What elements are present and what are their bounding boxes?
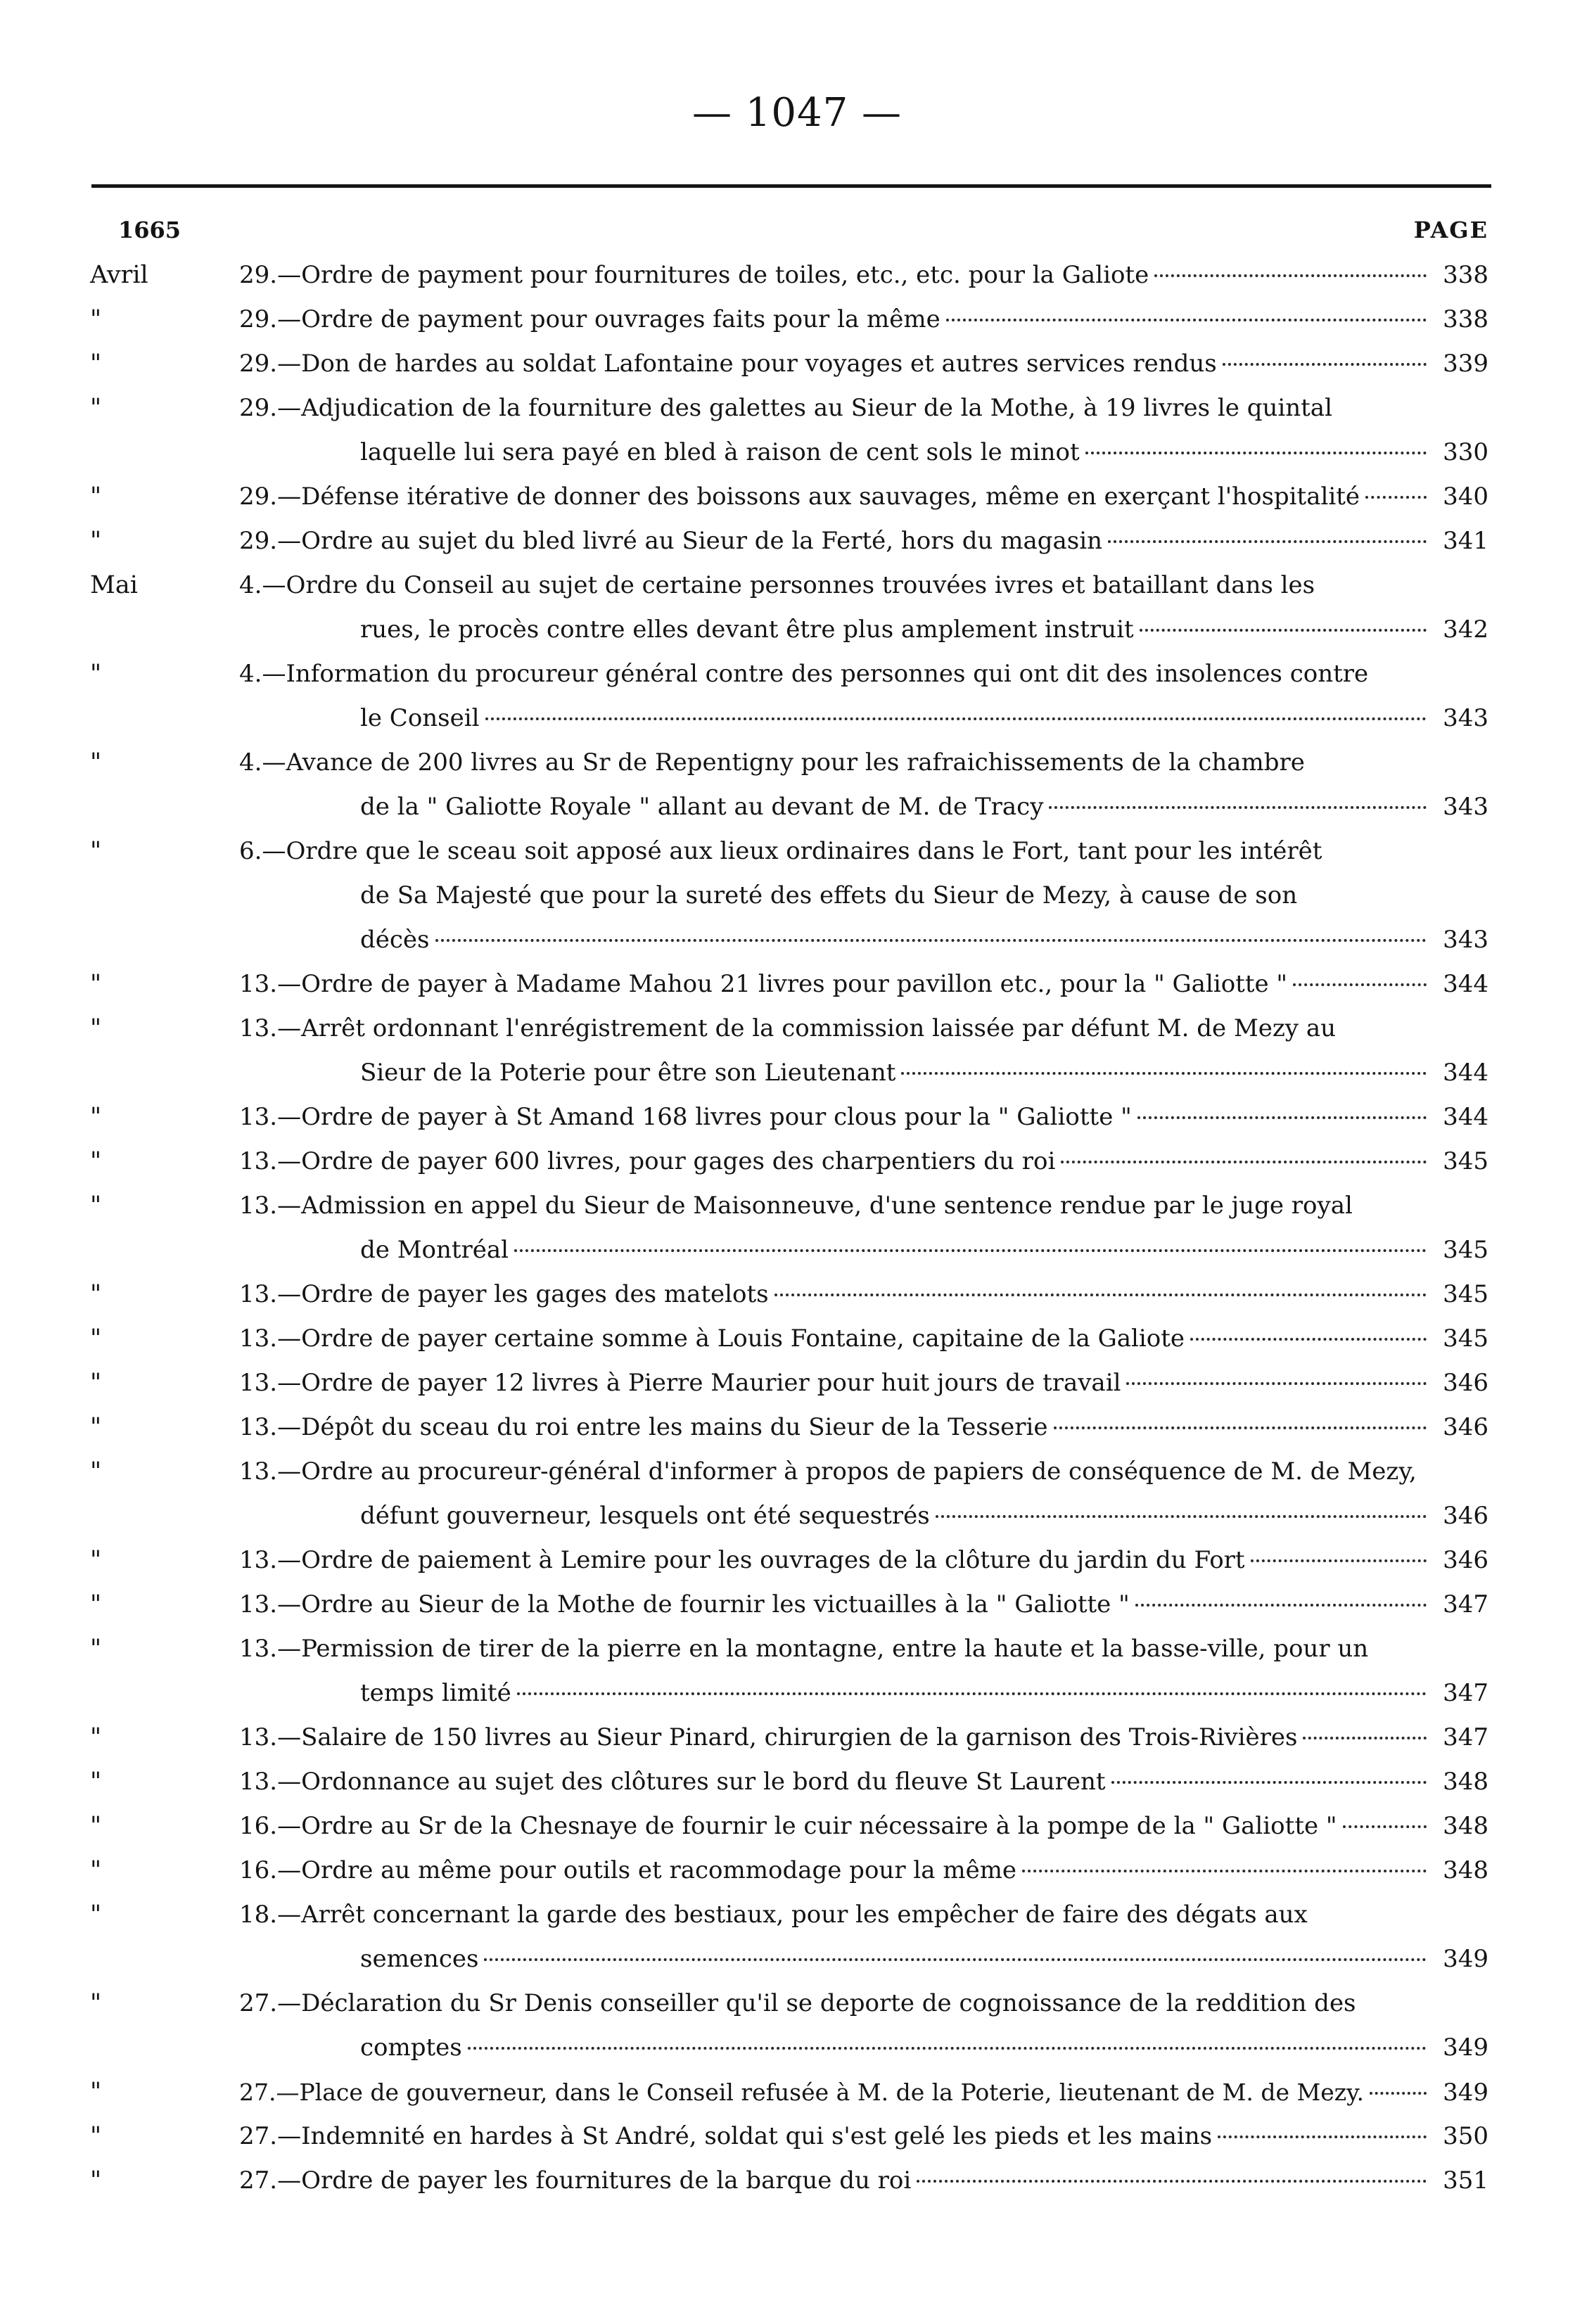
entry-text: comptes — [360, 2034, 462, 2062]
dot-leader — [1054, 1426, 1427, 1429]
entry-page-number: 349 — [1443, 2079, 1488, 2107]
dot-leader — [514, 1249, 1427, 1252]
entry-text: 13.—Salaire de 150 livres au Sieur Pinard, chirurgien de la garnison des Trois-Rivières — [239, 1723, 1298, 1751]
dot-leader — [1137, 1116, 1427, 1119]
entry-month: Avril — [90, 261, 148, 289]
list-item — [0, 1095, 1594, 1139]
entry-line — [239, 475, 1488, 519]
entry-month: " — [90, 1280, 102, 1308]
list-item — [0, 519, 1594, 563]
entry-month: " — [90, 527, 102, 555]
entry-line — [239, 962, 1488, 1007]
list-item — [0, 563, 1594, 652]
list-item — [0, 829, 1594, 962]
entry-month: " — [90, 1457, 102, 1486]
dot-leader — [774, 1294, 1427, 1296]
entry-text: 13.—Ordre au Sieur de la Mothe de fournir les victuailles à la " Galiotte " — [239, 1590, 1130, 1618]
entry-text: 13.—Ordre de payer 600 livres, pour gages des charpentiers du roi — [239, 1147, 1056, 1175]
entry-continuation-line — [360, 696, 1488, 741]
entries-list — [0, 253, 1594, 2203]
entry-line — [239, 1627, 1488, 1671]
list-item — [0, 1627, 1594, 1716]
entry-page-number: 349 — [1443, 1945, 1488, 1973]
list-item — [0, 342, 1594, 386]
dot-leader — [1293, 983, 1427, 986]
entry-text: 13.—Permission de tirer de la pierre en la montagne, entre la haute et la basse-ville, pour un — [239, 1635, 1369, 1663]
entry-text: 13.—Ordre de payer 12 livres à Pierre Maurier pour huit jours de travail — [239, 1369, 1121, 1397]
list-item — [0, 2070, 1594, 2114]
dot-leader — [946, 319, 1427, 321]
entry-text: 13.—Ordre au procureur-général d'informer à propos de papiers de conséquence de M. de Mezy, — [239, 1457, 1417, 1486]
entry-month: " — [90, 2078, 102, 2106]
entry-line — [239, 1893, 1488, 1937]
entry-text: de Montréal — [360, 1236, 509, 1264]
entry-text: de Sa Majesté que pour la sureté des effets du Sieur de Mezy, à cause de son — [360, 881, 1298, 909]
entry-text: 18.—Arrêt concernant la garde des bestiaux, pour les empêcher de faire des dégats aux — [239, 1901, 1308, 1929]
entry-text: de la " Galiotte Royale " allant au devant de M. de Tracy — [360, 793, 1044, 821]
entry-page-number: 346 — [1443, 1369, 1488, 1397]
entry-continuation-line — [360, 1937, 1488, 1981]
list-item — [0, 1405, 1594, 1450]
list-item — [0, 1272, 1594, 1317]
entry-line — [239, 1405, 1488, 1450]
dot-leader — [468, 2047, 1427, 2050]
entry-page-number: 345 — [1443, 1324, 1488, 1353]
entry-continuation-line — [360, 785, 1488, 829]
entry-line — [239, 1849, 1488, 1893]
entry-text: défunt gouverneur, lesquels ont été sequestrés — [360, 1502, 930, 1530]
dot-leader — [1126, 1382, 1427, 1385]
entry-month: " — [90, 394, 102, 422]
entry-line — [239, 1583, 1488, 1627]
entry-text: 13.—Ordre de payer à Madame Mahou 21 livres pour pavillon etc., pour la " Galiotte " — [239, 970, 1288, 998]
year-heading: 1665 — [118, 217, 181, 243]
entry-line — [239, 1538, 1488, 1583]
entry-line — [239, 829, 1488, 874]
entry-page-number: 344 — [1443, 1059, 1488, 1087]
entry-text: 29.—Adjudication de la fourniture des galettes au Sieur de la Mothe, à 19 livres le quintal — [239, 394, 1332, 422]
entry-page-number: 345 — [1443, 1236, 1488, 1264]
entry-text: laquelle lui sera payé en bled à raison de cent sols le minot — [360, 438, 1080, 466]
entry-line — [239, 1272, 1488, 1317]
entry-line — [239, 1361, 1488, 1405]
dot-leader — [1111, 1781, 1427, 1784]
entry-page-number: 343 — [1443, 926, 1488, 954]
list-item — [0, 1583, 1594, 1627]
list-item — [0, 386, 1594, 475]
dot-leader — [1303, 1737, 1427, 1739]
list-item — [0, 1317, 1594, 1361]
entry-text: 27.—Déclaration du Sr Denis conseiller qu'il se deporte de cognoissance de la reddition des — [239, 1989, 1356, 2017]
list-item — [0, 1981, 1594, 2070]
entry-text: 13.—Admission en appel du Sieur de Maisonneuve, d'une sentence rendue par le juge royal — [239, 1192, 1353, 1220]
entry-line — [239, 2070, 1488, 2114]
entry-month: " — [90, 1324, 102, 1353]
list-item — [0, 1716, 1594, 1760]
list-item — [0, 2159, 1594, 2203]
dot-leader — [1140, 629, 1427, 632]
entry-continuation-line — [360, 1671, 1488, 1716]
list-item — [0, 1804, 1594, 1849]
dot-leader — [1135, 1604, 1427, 1607]
entry-page-number: 338 — [1443, 261, 1488, 289]
entry-page-number: 343 — [1443, 704, 1488, 732]
entry-text: 27.—Indemnité en hardes à St André, soldat qui s'est gelé les pieds et les mains — [239, 2122, 1213, 2150]
entry-line — [239, 2114, 1488, 2159]
list-item — [0, 475, 1594, 519]
entry-line — [239, 1760, 1488, 1804]
entry-text: 13.—Ordre de payer à St Amand 168 livres pour clous pour la " Galiotte " — [239, 1103, 1132, 1131]
entry-text: 29.—Ordre de payment pour ouvrages faits pour la même — [239, 305, 941, 333]
entry-continuation-line — [360, 918, 1488, 962]
entry-page-number: 345 — [1443, 1147, 1488, 1175]
entry-continuation-line — [360, 1494, 1488, 1538]
entry-continuation-line — [360, 430, 1488, 475]
entry-continuation-line — [360, 874, 1488, 918]
entry-month: " — [90, 1014, 102, 1042]
dot-leader — [1190, 1338, 1427, 1341]
entry-month: " — [90, 1723, 102, 1751]
entry-page-number: 341 — [1443, 527, 1488, 555]
entry-text: 29.—Défense itérative de donner des boissons aux sauvages, même en exerçant l'hospitalité — [239, 483, 1360, 511]
entry-page-number: 348 — [1443, 1812, 1488, 1840]
entry-month: " — [90, 1103, 102, 1131]
entry-month: " — [90, 1369, 102, 1397]
entry-line — [239, 2159, 1488, 2203]
entry-month: " — [90, 837, 102, 865]
dot-leader — [917, 2180, 1427, 2183]
entry-month: " — [90, 1768, 102, 1796]
entry-page-number: 338 — [1443, 305, 1488, 333]
list-item — [0, 741, 1594, 829]
entry-month: " — [90, 305, 102, 333]
entry-page-number: 347 — [1443, 1590, 1488, 1618]
dot-leader — [485, 717, 1427, 720]
entry-text: 27.—Place de gouverneur, dans le Conseil refusée à M. de la Poterie, lieutenant de M. de Mezy. — [239, 2079, 1364, 2106]
dot-leader — [1218, 2135, 1427, 2138]
list-item — [0, 652, 1594, 741]
list-item — [0, 1139, 1594, 1184]
entry-page-number: 343 — [1443, 793, 1488, 821]
entry-page-number: 346 — [1443, 1502, 1488, 1530]
entry-month: " — [90, 1989, 102, 2017]
list-item — [0, 1007, 1594, 1095]
entry-line — [239, 253, 1488, 298]
entry-line — [239, 1139, 1488, 1184]
entry-text: 13.—Ordre de payer les gages des matelots — [239, 1280, 769, 1308]
entry-page-number: 330 — [1443, 438, 1488, 466]
entry-month: " — [90, 660, 102, 688]
entry-month: " — [90, 1590, 102, 1618]
dot-leader — [1061, 1161, 1427, 1163]
entry-text: 13.—Dépôt du sceau du roi entre les mains du Sieur de la Tesserie — [239, 1413, 1048, 1441]
entry-line — [239, 1804, 1488, 1849]
entry-line — [239, 342, 1488, 386]
list-item — [0, 253, 1594, 298]
entry-month: " — [90, 748, 102, 777]
entry-page-number: 340 — [1443, 483, 1488, 511]
dot-leader — [517, 1692, 1427, 1695]
dot-leader — [435, 939, 1427, 942]
dot-leader — [936, 1515, 1427, 1518]
entry-text: 13.—Ordre de paiement à Lemire pour les ouvrages de la clôture du jardin du Fort — [239, 1546, 1245, 1574]
entry-month: Mai — [90, 571, 138, 599]
entry-text: 4.—Ordre du Conseil au sujet de certaine personnes trouvées ivres et bataillant dans les — [239, 571, 1315, 599]
entry-line — [239, 298, 1488, 342]
entry-line — [239, 386, 1488, 430]
entry-text: 4.—Avance de 200 livres au Sr de Repentigny pour les rafraichissements de la chambre — [239, 748, 1305, 777]
entry-page-number: 345 — [1443, 1280, 1488, 1308]
entry-month: " — [90, 1546, 102, 1574]
dot-leader — [1108, 540, 1427, 543]
list-item — [0, 1450, 1594, 1538]
list-item — [0, 1849, 1594, 1893]
entry-text: Sieur de la Poterie pour être son Lieutenant — [360, 1059, 896, 1087]
entry-page-number: 344 — [1443, 1103, 1488, 1131]
list-item — [0, 1184, 1594, 1272]
dot-leader — [1049, 806, 1427, 809]
entry-text: temps limité — [360, 1679, 511, 1707]
entry-text: 6.—Ordre que le sceau soit apposé aux lieux ordinaires dans le Fort, tant pour les intérêt — [239, 837, 1322, 865]
list-item — [0, 1893, 1594, 1981]
entry-text: semences — [360, 1945, 479, 1973]
entry-line — [239, 519, 1488, 563]
entry-text: rues, le procès contre elles devant être plus amplement instruit — [360, 615, 1134, 644]
entry-text: le Conseil — [360, 704, 480, 732]
list-item — [0, 1760, 1594, 1804]
entry-continuation-line — [360, 2026, 1488, 2070]
entry-month: " — [90, 483, 102, 511]
entry-line — [239, 652, 1488, 696]
page-number: — 1047 — — [691, 90, 903, 136]
entry-page-number: 348 — [1443, 1856, 1488, 1884]
entry-page-number: 346 — [1443, 1413, 1488, 1441]
entry-page-number: 342 — [1443, 615, 1488, 644]
entry-line — [239, 1095, 1488, 1139]
entry-month: " — [90, 1856, 102, 1884]
entry-text: 13.—Ordonnance au sujet des clôtures sur le bord du fleuve St Laurent — [239, 1768, 1106, 1796]
entry-line — [239, 1450, 1488, 1494]
entry-text: décès — [360, 926, 430, 954]
dot-leader — [1154, 274, 1427, 277]
entry-text: 4.—Information du procureur général contre des personnes qui ont dit des insolences contre — [239, 660, 1369, 688]
entry-text: 13.—Ordre de payer certaine somme à Louis Fontaine, capitaine de la Galiote — [239, 1324, 1185, 1353]
entry-month: " — [90, 2166, 102, 2195]
entry-month: " — [90, 350, 102, 378]
entry-text: 16.—Ordre au même pour outils et racommodage pour la même — [239, 1856, 1017, 1884]
entry-text: 29.—Don de hardes au soldat Lafontaine pour voyages et autres services rendus — [239, 350, 1217, 378]
entry-text: 13.—Arrêt ordonnant l'enrégistrement de la commission laissée par défunt M. de Mezy au — [239, 1014, 1336, 1042]
entry-page-number: 339 — [1443, 350, 1488, 378]
entry-page-number: 350 — [1443, 2122, 1488, 2150]
entry-page-number: 351 — [1443, 2166, 1488, 2195]
dot-leader — [484, 1958, 1427, 1961]
list-item — [0, 1361, 1594, 1405]
entry-month: " — [90, 1147, 102, 1175]
dot-leader — [1085, 452, 1427, 454]
entry-text: 16.—Ordre au Sr de la Chesnaye de fournir le cuir nécessaire à la pompe de la " Galiotte " — [239, 1812, 1337, 1840]
dot-leader — [901, 1072, 1427, 1075]
entry-line — [239, 563, 1488, 608]
entry-page-number: 346 — [1443, 1546, 1488, 1574]
list-item — [0, 2114, 1594, 2159]
page-column-heading: PAGE — [1413, 217, 1488, 243]
dot-leader — [1022, 1870, 1427, 1872]
dot-leader — [1365, 496, 1427, 499]
dot-leader — [1251, 1559, 1427, 1562]
entry-continuation-line — [360, 608, 1488, 652]
list-item — [0, 962, 1594, 1007]
entry-month: " — [90, 1192, 102, 1220]
list-item — [0, 298, 1594, 342]
entry-page-number: 348 — [1443, 1768, 1488, 1796]
entry-line — [239, 1716, 1488, 1760]
entry-month: " — [90, 970, 102, 998]
entry-line — [239, 1184, 1488, 1228]
entry-continuation-line — [360, 1228, 1488, 1272]
dot-leader — [1370, 2092, 1427, 2095]
entry-month: " — [90, 1635, 102, 1663]
entry-text: 29.—Ordre de payment pour fournitures de toiles, etc., etc. pour la Galiote — [239, 261, 1149, 289]
entry-line — [239, 1317, 1488, 1361]
entry-text: 29.—Ordre au sujet du bled livré au Sieur de la Ferté, hors du magasin — [239, 527, 1103, 555]
entry-month: " — [90, 1413, 102, 1441]
entry-month: " — [90, 1901, 102, 1929]
entry-month: " — [90, 1812, 102, 1840]
entry-continuation-line — [360, 1051, 1488, 1095]
header-rule — [91, 184, 1491, 188]
entry-line — [239, 741, 1488, 785]
entry-month: " — [90, 2122, 102, 2150]
dot-leader — [1343, 1825, 1427, 1828]
entry-page-number: 347 — [1443, 1679, 1488, 1707]
list-item — [0, 1538, 1594, 1583]
entry-page-number: 347 — [1443, 1723, 1488, 1751]
entry-text: 27.—Ordre de payer les fournitures de la barque du roi — [239, 2166, 912, 2195]
entry-page-number: 344 — [1443, 970, 1488, 998]
entry-line — [239, 1007, 1488, 1051]
entry-page-number: 349 — [1443, 2034, 1488, 2062]
dot-leader — [1223, 363, 1427, 366]
entry-line — [239, 1981, 1488, 2026]
